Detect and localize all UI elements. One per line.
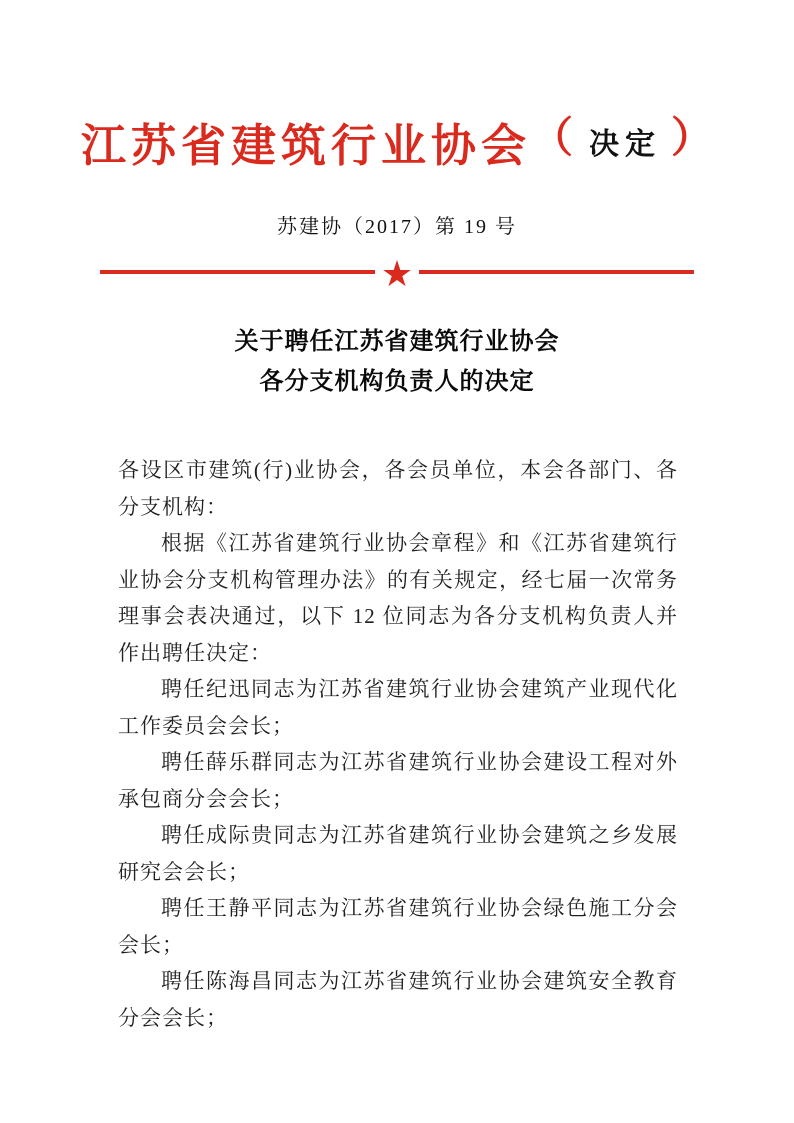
doc-number: 苏建协（2017）第 19 号 bbox=[277, 216, 517, 238]
paren-close: ） bbox=[671, 116, 714, 162]
body-paragraph: 根据《江苏省建筑行业协会章程》和《江苏省建筑行业协会分支机构管理办法》的有关规定，经七届一次常务理事会表决通过，以下 12 位同志为各分支机构负责人并作出聘任决定： bbox=[118, 531, 678, 665]
title-line-1: 关于聘任江苏省建筑行业协会 bbox=[234, 328, 560, 355]
letterhead bbox=[0, 106, 794, 176]
body-paragraph: 聘任成际贵同志为江苏省建筑行业协会建筑之乡发展研究会会长； bbox=[118, 823, 678, 884]
doc-type-label: 决定 bbox=[589, 128, 661, 161]
title-line-2: 各分支机构负责人的决定 bbox=[259, 368, 535, 395]
org-name: 江苏省建筑行业协会 bbox=[80, 120, 531, 171]
body-paragraph: 聘任陈海昌同志为江苏省建筑行业协会建筑安全教育分会会长； bbox=[118, 969, 678, 1030]
document-body bbox=[118, 452, 678, 1036]
divider-line-left bbox=[100, 270, 375, 274]
red-divider bbox=[100, 254, 694, 295]
divider-line-right bbox=[419, 270, 694, 274]
body-paragraph: 聘任纪迅同志为江苏省建筑行业协会建筑产业现代化工作委员会会长； bbox=[118, 677, 678, 738]
body-paragraph: 聘任王静平同志为江苏省建筑行业协会绿色施工分会会长； bbox=[118, 896, 678, 957]
star-icon: ★ bbox=[380, 254, 414, 295]
document-title bbox=[0, 322, 794, 402]
paren-open: （ bbox=[530, 116, 573, 162]
body-paragraph-salutation: 各设区市建筑(行)业协会，各会员单位，本会各部门、各分支机构： bbox=[118, 458, 678, 519]
body-paragraph: 聘任薛乐群同志为江苏省建筑行业协会建设工程对外承包商分会会长； bbox=[118, 750, 678, 811]
